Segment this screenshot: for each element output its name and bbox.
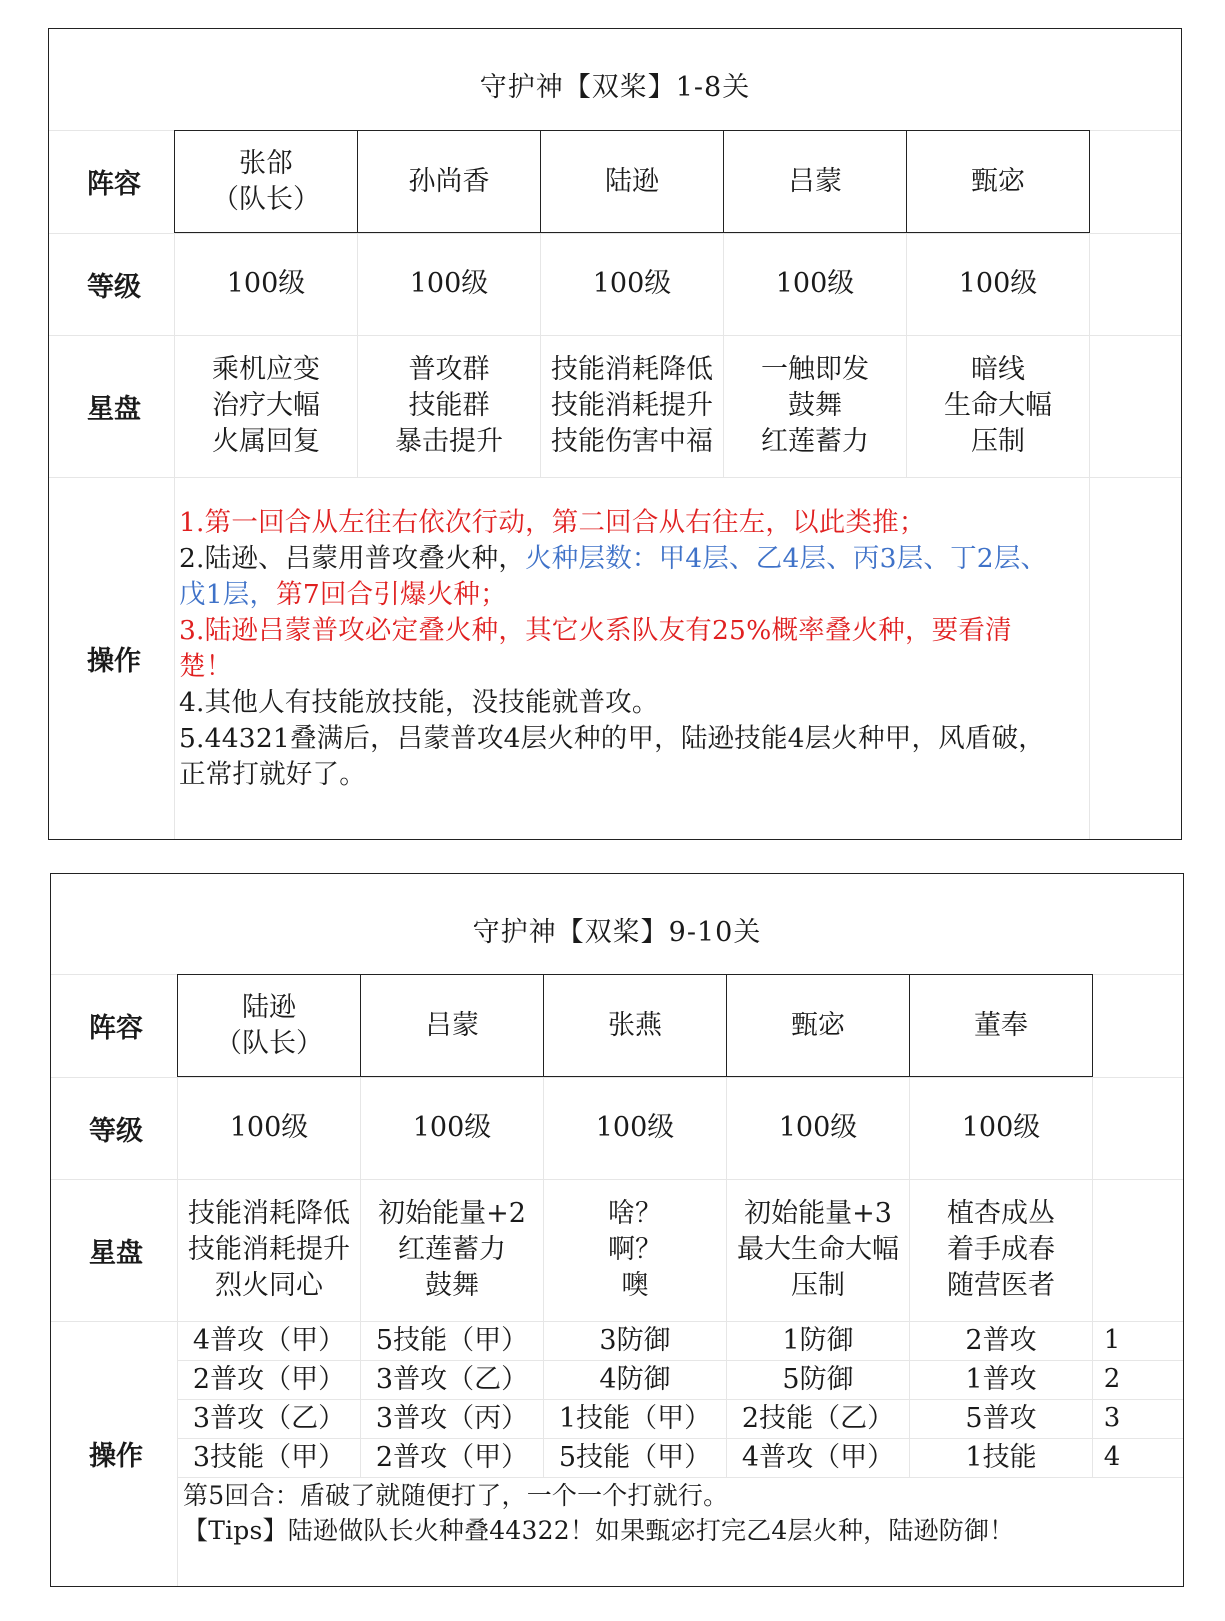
action-cell: 2技能（乙） xyxy=(741,1402,895,1434)
ops-line: 楚！ xyxy=(179,651,233,682)
row-label-ops: 操作 xyxy=(89,1441,143,1472)
tips-note: 【Tips】陆逊做队长火种叠44322！如果甄宓打完乙4层火种，陆逊防御！ xyxy=(183,1516,1015,1545)
roster-cell xyxy=(723,130,907,233)
star-entry: 随营医者 xyxy=(947,1270,1055,1301)
hero-name: 吕蒙 xyxy=(425,1009,479,1041)
level-cell: 100级 xyxy=(775,268,855,299)
star-cell xyxy=(726,1179,910,1321)
star-entry: 啥？ xyxy=(608,1198,662,1229)
star-entry: 技能消耗降低 xyxy=(551,354,713,385)
roster-cell xyxy=(357,130,541,233)
ops-line: 5.44321叠满后，吕蒙普攻4层火种的甲，陆逊技能4层火种甲，风盾破， xyxy=(179,723,1046,754)
ops-line: 1.第一回合从左往右依次行动，第二回合从右往左，以此类推； xyxy=(179,507,926,538)
star-entry: 技能消耗降低 xyxy=(188,1198,350,1229)
star-entry: 初始能量+2 xyxy=(378,1198,526,1229)
star-entry: 生命大幅 xyxy=(944,390,1052,421)
star-entry: 普攻群 xyxy=(408,354,490,385)
star-entry: 红莲蓄力 xyxy=(761,426,869,457)
star-entry: 啊？ xyxy=(608,1234,662,1265)
ops-line: 3.陆逊吕蒙普攻必定叠火种，其它火系队友有25%概率叠火种，要看清 xyxy=(179,615,1012,646)
star-entry: 治疗大幅 xyxy=(212,390,320,421)
level-cell: 100级 xyxy=(229,1112,309,1143)
star-cell xyxy=(174,335,358,477)
star-entry: 红莲蓄力 xyxy=(398,1234,506,1265)
ops-highlight: 第7回合引爆火种； xyxy=(276,579,507,610)
ops-highlight: 火种层数：甲4层、乙4层、丙3层、丁2层、 xyxy=(525,543,1048,574)
level-cell: 100级 xyxy=(958,268,1038,299)
row-label-star: 星盘 xyxy=(89,1237,143,1269)
lineup-table-stages-1-8 xyxy=(48,28,1182,840)
level-cell: 100级 xyxy=(409,268,489,299)
row-label-roster: 阵容 xyxy=(87,169,141,200)
roster-cell xyxy=(540,130,724,233)
star-cell xyxy=(723,335,907,477)
hero-name: 孙尚香 xyxy=(408,165,490,197)
star-entry: 技能群 xyxy=(408,390,490,421)
level-cell: 100级 xyxy=(592,268,672,299)
action-cell: 2普攻（甲） xyxy=(375,1441,529,1473)
star-entry: 技能消耗提升 xyxy=(188,1234,350,1265)
star-entry: 鼓舞 xyxy=(425,1270,479,1301)
ops-highlight: 戊1层， xyxy=(179,579,277,610)
row-label-level: 等级 xyxy=(89,1115,143,1147)
roster-cell xyxy=(543,974,727,1077)
action-cell: 4普攻（甲） xyxy=(192,1324,346,1356)
round5-note: 第5回合：盾破了就随便打了，一个一个打就行。 xyxy=(183,1481,729,1510)
star-cell xyxy=(909,1179,1093,1321)
round-number: 1 xyxy=(1103,1325,1121,1355)
star-entry: 暴击提升 xyxy=(395,426,503,457)
level-cell: 100级 xyxy=(412,1112,492,1143)
star-entry: 初始能量+3 xyxy=(744,1198,892,1229)
star-entry: 着手成春 xyxy=(947,1234,1055,1265)
star-entry: 最大生命大幅 xyxy=(737,1234,899,1265)
ops-text: 2.陆逊、吕蒙用普攻叠火种， xyxy=(179,543,526,574)
action-cell: 3技能（甲） xyxy=(192,1441,346,1473)
captain-note: （队长） xyxy=(212,183,320,215)
roster-cell xyxy=(360,974,544,1077)
round-number: 4 xyxy=(1103,1442,1121,1472)
roster-cell xyxy=(177,974,361,1077)
action-cell: 4普攻（甲） xyxy=(741,1441,895,1473)
level-cell: 100级 xyxy=(595,1112,675,1143)
lineup-table-stages-9-10 xyxy=(50,873,1184,1587)
action-cell: 1防御 xyxy=(782,1324,854,1356)
action-cell: 5技能（甲） xyxy=(375,1324,529,1356)
hero-name: 吕蒙 xyxy=(788,165,842,197)
hero-name: 陆逊 xyxy=(605,165,659,197)
action-cell: 1普攻 xyxy=(965,1363,1037,1395)
ops-line: 正常打就好了。 xyxy=(179,759,366,790)
divider xyxy=(49,477,1181,478)
action-cell: 3普攻（乙） xyxy=(375,1363,529,1395)
level-cell: 100级 xyxy=(226,268,306,299)
action-cell: 3普攻（乙） xyxy=(192,1402,346,1434)
star-cell xyxy=(177,1179,361,1321)
action-cell: 1技能 xyxy=(965,1441,1037,1473)
star-entry: 植杏成丛 xyxy=(947,1198,1055,1229)
hero-name: 甄宓 xyxy=(971,165,1025,197)
star-entry: 技能伤害中福 xyxy=(551,426,713,457)
star-entry: 噢 xyxy=(621,1270,649,1301)
action-cell: 5技能（甲） xyxy=(558,1441,712,1473)
hero-name: 张郃 xyxy=(239,147,293,179)
action-cell: 3防御 xyxy=(599,1324,671,1356)
star-entry: 技能消耗提升 xyxy=(551,390,713,421)
hero-name: 董奉 xyxy=(974,1009,1028,1041)
operations-text xyxy=(179,505,1084,793)
notes xyxy=(183,1478,1173,1548)
star-cell xyxy=(357,335,541,477)
captain-note: （队长） xyxy=(215,1027,323,1059)
star-entry: 乘机应变 xyxy=(212,354,320,385)
ops-line xyxy=(179,577,1084,613)
star-cell xyxy=(540,335,724,477)
star-cell xyxy=(906,335,1090,477)
row-label-star: 星盘 xyxy=(87,393,141,425)
roster-cell xyxy=(909,974,1093,1077)
action-cell: 2普攻（甲） xyxy=(192,1363,346,1395)
action-cell: 5普攻 xyxy=(965,1402,1037,1434)
roster-cell xyxy=(174,130,358,233)
hero-name: 陆逊 xyxy=(242,991,296,1023)
star-entry: 烈火同心 xyxy=(215,1270,323,1301)
star-entry: 压制 xyxy=(791,1270,845,1301)
action-cell: 2普攻 xyxy=(965,1324,1037,1356)
ops-line xyxy=(179,541,1084,577)
star-entry: 火属回复 xyxy=(212,426,320,457)
star-entry: 鼓舞 xyxy=(788,390,842,421)
action-cell: 5防御 xyxy=(782,1363,854,1395)
star-entry: 压制 xyxy=(971,426,1025,457)
row-label-roster: 阵容 xyxy=(89,1013,143,1044)
star-entry: 暗线 xyxy=(971,354,1025,385)
round-number: 2 xyxy=(1103,1364,1121,1394)
table-title: 守护神【双桨】9-10关 xyxy=(472,917,762,948)
ops-line: 4.其他人有技能放技能，没技能就普攻。 xyxy=(179,687,659,718)
round-number: 3 xyxy=(1103,1403,1121,1433)
roster-cell xyxy=(906,130,1090,233)
action-cell: 4防御 xyxy=(599,1363,671,1395)
row-label-level: 等级 xyxy=(87,271,141,303)
star-cell xyxy=(360,1179,544,1321)
table-title: 守护神【双桨】1-8关 xyxy=(479,72,751,103)
action-cell: 3普攻（丙） xyxy=(375,1402,529,1434)
star-cell xyxy=(543,1179,727,1321)
level-cell: 100级 xyxy=(778,1112,858,1143)
hero-name: 张燕 xyxy=(608,1009,662,1041)
action-cell: 1技能（甲） xyxy=(558,1402,712,1434)
star-entry: 一触即发 xyxy=(761,354,869,385)
level-cell: 100级 xyxy=(961,1112,1041,1143)
row-label-ops: 操作 xyxy=(87,645,141,677)
roster-cell xyxy=(726,974,910,1077)
hero-name: 甄宓 xyxy=(791,1009,845,1041)
